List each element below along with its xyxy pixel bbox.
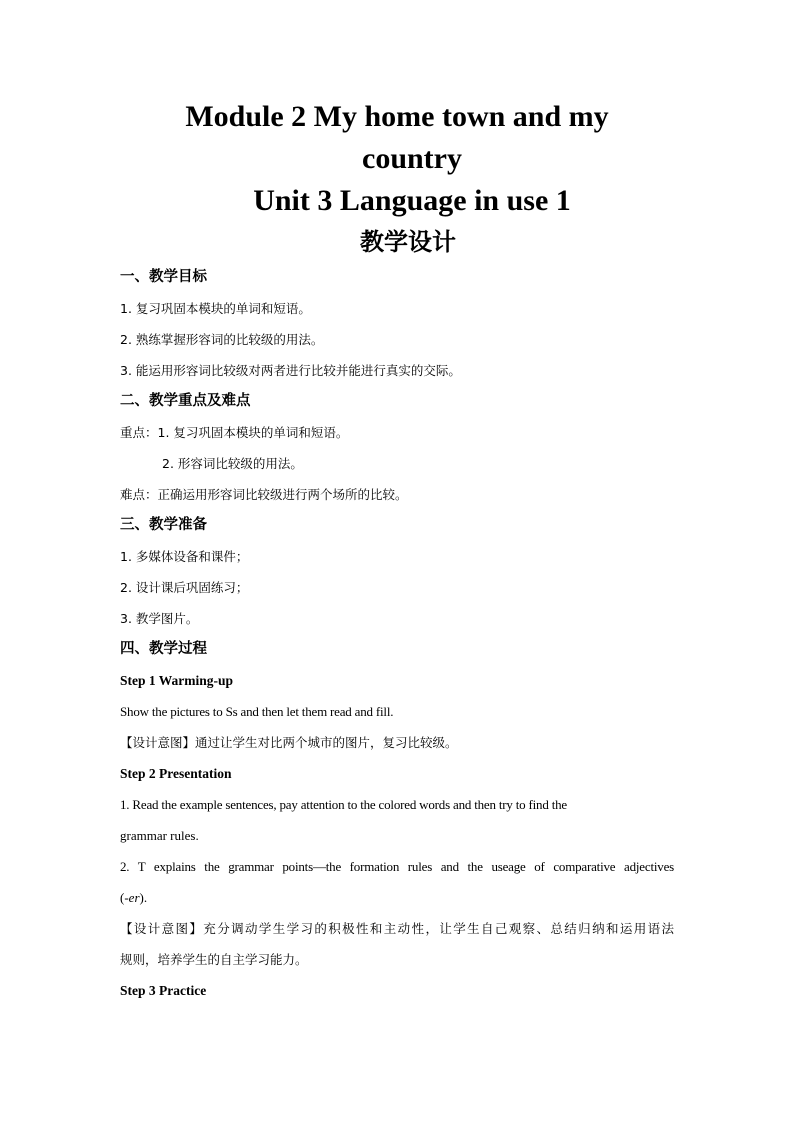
step-1-text: Show the pictures to Ss and then let them read and fill. <box>120 704 394 719</box>
step-1-intent: 【设计意图】通过让学生对比两个城市的图片，复习比较级。 <box>120 735 458 750</box>
step-2-item-1-line-1: 1. Read the example sentences, pay attention to the colored words and then try to find the <box>120 797 567 812</box>
key-point-line-2: 2. 形容词比较级的用法。 <box>162 456 303 471</box>
step-1-title: Step 1 Warming-up <box>120 673 234 688</box>
objective-item-3: 3. 能运用形容词比较级对两者进行比较并能进行真实的交际。 <box>120 363 461 378</box>
key-point-line-1: 重点：1. 复习巩固本模块的单词和短语。 <box>120 425 349 440</box>
section-heading-key-points: 二、教学重点及难点 <box>120 393 251 409</box>
objective-item-2: 2. 熟练掌握形容词的比较级的用法。 <box>120 332 324 347</box>
paren-close: ). <box>139 890 148 905</box>
step-3-title: Step 3 Practice <box>120 983 207 998</box>
section-heading-process: 四、教学过程 <box>120 641 207 657</box>
title-line-module: Module 2 My home town and my <box>185 100 609 133</box>
document-body <box>120 262 674 1006</box>
step-2-title: Step 2 Presentation <box>120 766 232 781</box>
step-2-item-2-line-1: 2. T explains the grammar points—the formation rules and the useage of comparative adjectives <box>120 859 674 874</box>
title-line-unit: Unit 3 Language in use 1 <box>253 184 571 217</box>
section-heading-preparation: 三、教学准备 <box>120 517 207 533</box>
section-heading-objectives: 一、教学目标 <box>120 269 207 285</box>
preparation-item-2: 2. 设计课后巩固练习； <box>120 580 249 595</box>
suffix-er: -er <box>124 890 140 905</box>
document-title <box>120 96 674 262</box>
preparation-item-1: 1. 多媒体设备和课件； <box>120 549 249 564</box>
paren-open: ( <box>120 890 125 905</box>
difficult-point: 难点：正确运用形容词比较级进行两个场所的比较。 <box>120 487 408 502</box>
step-2-item-2-line-2 <box>120 882 674 913</box>
step-2-intent-line-1: 【设计意图】充分调动学生学习的积极性和主动性，让学生自己观察、总结归纳和运用语法 <box>120 921 674 936</box>
preparation-item-3: 3. 教学图片。 <box>120 611 199 626</box>
step-2-intent-line-2: 规则，培养学生的自主学习能力。 <box>120 952 308 967</box>
objective-item-1: 1. 复习巩固本模块的单词和短语。 <box>120 301 311 316</box>
title-line-design: 教学设计 <box>360 227 456 256</box>
title-line-country: country <box>362 142 462 175</box>
step-2-item-1-line-2: grammar rules. <box>120 828 199 843</box>
